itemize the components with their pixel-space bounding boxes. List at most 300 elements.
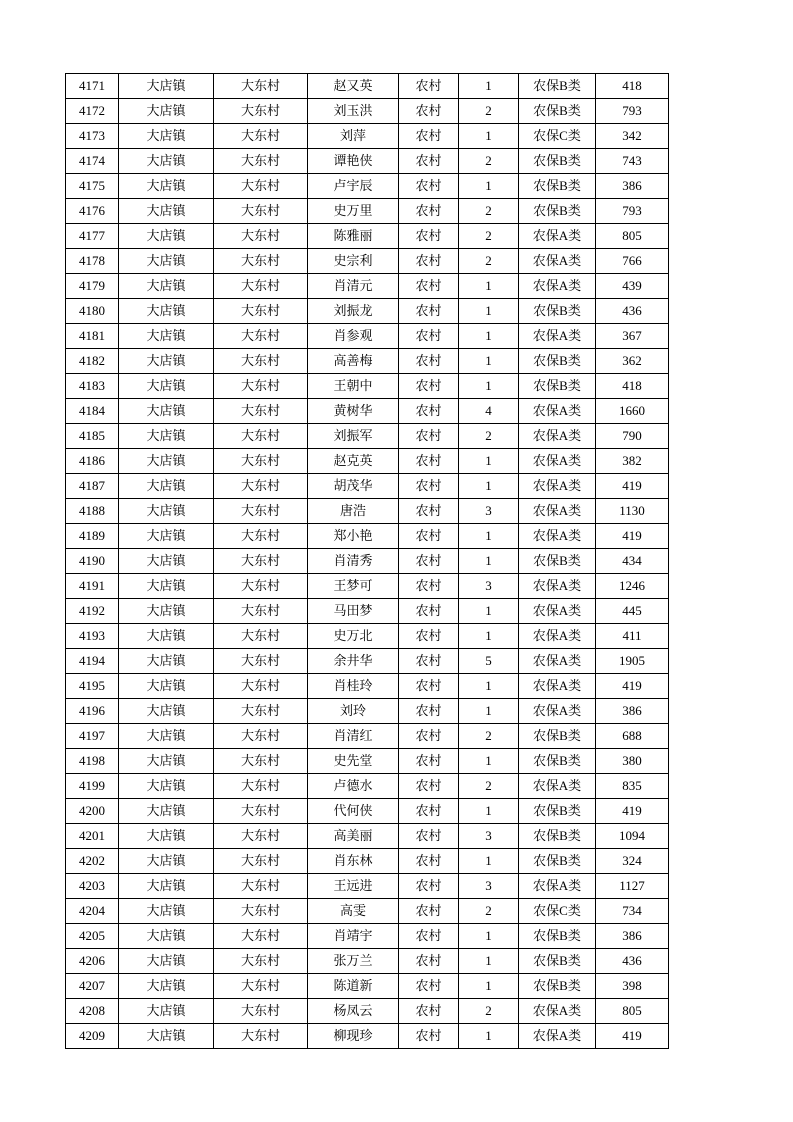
cell-town: 大店镇 xyxy=(119,974,214,999)
cell-serial: 4198 xyxy=(66,749,119,774)
cell-insurance_type: 农保A类 xyxy=(519,599,596,624)
cell-insurance_type: 农保A类 xyxy=(519,224,596,249)
cell-count: 2 xyxy=(459,424,519,449)
cell-town: 大店镇 xyxy=(119,424,214,449)
cell-count: 1 xyxy=(459,124,519,149)
table-row xyxy=(66,924,669,949)
cell-count: 1 xyxy=(459,474,519,499)
cell-insurance_type: 农保A类 xyxy=(519,1024,596,1049)
table-row xyxy=(66,874,669,899)
cell-town: 大店镇 xyxy=(119,674,214,699)
cell-name: 王梦可 xyxy=(308,574,399,599)
cell-count: 1 xyxy=(459,174,519,199)
cell-category: 农村 xyxy=(399,474,459,499)
cell-serial: 4202 xyxy=(66,849,119,874)
cell-insurance_type: 农保A类 xyxy=(519,524,596,549)
cell-amount: 805 xyxy=(596,224,669,249)
cell-village: 大东村 xyxy=(214,1024,308,1049)
cell-insurance_type: 农保A类 xyxy=(519,999,596,1024)
cell-insurance_type: 农保B类 xyxy=(519,374,596,399)
cell-serial: 4175 xyxy=(66,174,119,199)
cell-village: 大东村 xyxy=(214,549,308,574)
cell-name: 马田梦 xyxy=(308,599,399,624)
cell-category: 农村 xyxy=(399,249,459,274)
cell-village: 大东村 xyxy=(214,599,308,624)
cell-name: 郑小艳 xyxy=(308,524,399,549)
cell-name: 杨凤云 xyxy=(308,999,399,1024)
table-row xyxy=(66,199,669,224)
table-row xyxy=(66,374,669,399)
cell-amount: 418 xyxy=(596,74,669,99)
cell-count: 3 xyxy=(459,574,519,599)
cell-name: 陈道新 xyxy=(308,974,399,999)
cell-count: 1 xyxy=(459,374,519,399)
cell-category: 农村 xyxy=(399,774,459,799)
cell-category: 农村 xyxy=(399,424,459,449)
cell-count: 1 xyxy=(459,924,519,949)
table-row xyxy=(66,574,669,599)
cell-insurance_type: 农保B类 xyxy=(519,99,596,124)
cell-village: 大东村 xyxy=(214,299,308,324)
cell-name: 刘玲 xyxy=(308,699,399,724)
table-row xyxy=(66,699,669,724)
cell-category: 农村 xyxy=(399,924,459,949)
cell-amount: 380 xyxy=(596,749,669,774)
cell-amount: 1094 xyxy=(596,824,669,849)
cell-amount: 367 xyxy=(596,324,669,349)
cell-town: 大店镇 xyxy=(119,274,214,299)
cell-serial: 4185 xyxy=(66,424,119,449)
cell-serial: 4191 xyxy=(66,574,119,599)
cell-town: 大店镇 xyxy=(119,699,214,724)
cell-category: 农村 xyxy=(399,599,459,624)
cell-town: 大店镇 xyxy=(119,99,214,124)
cell-town: 大店镇 xyxy=(119,499,214,524)
cell-town: 大店镇 xyxy=(119,749,214,774)
cell-town: 大店镇 xyxy=(119,74,214,99)
cell-serial: 4203 xyxy=(66,874,119,899)
cell-name: 史先堂 xyxy=(308,749,399,774)
cell-category: 农村 xyxy=(399,399,459,424)
cell-village: 大东村 xyxy=(214,474,308,499)
cell-village: 大东村 xyxy=(214,574,308,599)
cell-town: 大店镇 xyxy=(119,649,214,674)
cell-count: 1 xyxy=(459,1024,519,1049)
cell-town: 大店镇 xyxy=(119,174,214,199)
cell-count: 4 xyxy=(459,399,519,424)
cell-town: 大店镇 xyxy=(119,199,214,224)
cell-name: 王远进 xyxy=(308,874,399,899)
cell-category: 农村 xyxy=(399,74,459,99)
cell-serial: 4193 xyxy=(66,624,119,649)
cell-count: 1 xyxy=(459,299,519,324)
cell-insurance_type: 农保B类 xyxy=(519,549,596,574)
cell-serial: 4195 xyxy=(66,674,119,699)
cell-category: 农村 xyxy=(399,824,459,849)
cell-town: 大店镇 xyxy=(119,224,214,249)
cell-town: 大店镇 xyxy=(119,624,214,649)
cell-count: 2 xyxy=(459,899,519,924)
cell-town: 大店镇 xyxy=(119,524,214,549)
cell-serial: 4200 xyxy=(66,799,119,824)
cell-category: 农村 xyxy=(399,999,459,1024)
cell-village: 大东村 xyxy=(214,74,308,99)
table-row xyxy=(66,999,669,1024)
table-row xyxy=(66,1024,669,1049)
table-row xyxy=(66,524,669,549)
cell-town: 大店镇 xyxy=(119,374,214,399)
cell-village: 大东村 xyxy=(214,674,308,699)
cell-amount: 386 xyxy=(596,174,669,199)
cell-category: 农村 xyxy=(399,749,459,774)
cell-amount: 342 xyxy=(596,124,669,149)
cell-count: 2 xyxy=(459,99,519,124)
table-row xyxy=(66,949,669,974)
cell-name: 黄树华 xyxy=(308,399,399,424)
table-row xyxy=(66,724,669,749)
cell-name: 代何侠 xyxy=(308,799,399,824)
cell-serial: 4188 xyxy=(66,499,119,524)
cell-town: 大店镇 xyxy=(119,774,214,799)
cell-count: 1 xyxy=(459,349,519,374)
cell-town: 大店镇 xyxy=(119,599,214,624)
cell-town: 大店镇 xyxy=(119,399,214,424)
cell-amount: 434 xyxy=(596,549,669,574)
cell-amount: 419 xyxy=(596,474,669,499)
cell-town: 大店镇 xyxy=(119,724,214,749)
cell-name: 刘玉洪 xyxy=(308,99,399,124)
cell-count: 2 xyxy=(459,249,519,274)
cell-town: 大店镇 xyxy=(119,324,214,349)
cell-village: 大东村 xyxy=(214,249,308,274)
cell-serial: 4173 xyxy=(66,124,119,149)
records-table xyxy=(65,73,669,1049)
cell-amount: 1130 xyxy=(596,499,669,524)
cell-village: 大东村 xyxy=(214,874,308,899)
cell-category: 农村 xyxy=(399,449,459,474)
table-row xyxy=(66,99,669,124)
cell-amount: 1246 xyxy=(596,574,669,599)
table-row xyxy=(66,674,669,699)
cell-category: 农村 xyxy=(399,674,459,699)
cell-village: 大东村 xyxy=(214,824,308,849)
cell-insurance_type: 农保A类 xyxy=(519,674,596,699)
cell-category: 农村 xyxy=(399,874,459,899)
cell-category: 农村 xyxy=(399,374,459,399)
cell-count: 1 xyxy=(459,74,519,99)
cell-insurance_type: 农保B类 xyxy=(519,749,596,774)
cell-category: 农村 xyxy=(399,699,459,724)
table-row xyxy=(66,424,669,449)
cell-village: 大东村 xyxy=(214,899,308,924)
cell-village: 大东村 xyxy=(214,774,308,799)
cell-village: 大东村 xyxy=(214,799,308,824)
cell-serial: 4172 xyxy=(66,99,119,124)
table-row xyxy=(66,249,669,274)
cell-amount: 805 xyxy=(596,999,669,1024)
cell-serial: 4206 xyxy=(66,949,119,974)
cell-category: 农村 xyxy=(399,724,459,749)
cell-category: 农村 xyxy=(399,174,459,199)
table-row xyxy=(66,974,669,999)
cell-insurance_type: 农保A类 xyxy=(519,474,596,499)
cell-village: 大东村 xyxy=(214,624,308,649)
table-row xyxy=(66,799,669,824)
cell-count: 1 xyxy=(459,524,519,549)
cell-insurance_type: 农保C类 xyxy=(519,124,596,149)
cell-village: 大东村 xyxy=(214,524,308,549)
cell-insurance_type: 农保A类 xyxy=(519,399,596,424)
table-row xyxy=(66,599,669,624)
cell-amount: 324 xyxy=(596,849,669,874)
cell-name: 高善梅 xyxy=(308,349,399,374)
cell-insurance_type: 农保B类 xyxy=(519,199,596,224)
cell-serial: 4189 xyxy=(66,524,119,549)
cell-serial: 4178 xyxy=(66,249,119,274)
cell-category: 农村 xyxy=(399,324,459,349)
table-row xyxy=(66,149,669,174)
cell-amount: 793 xyxy=(596,99,669,124)
cell-category: 农村 xyxy=(399,949,459,974)
cell-town: 大店镇 xyxy=(119,574,214,599)
cell-insurance_type: 农保B类 xyxy=(519,74,596,99)
cell-serial: 4207 xyxy=(66,974,119,999)
cell-town: 大店镇 xyxy=(119,249,214,274)
cell-name: 肖东林 xyxy=(308,849,399,874)
cell-name: 史万里 xyxy=(308,199,399,224)
cell-name: 肖清元 xyxy=(308,274,399,299)
cell-insurance_type: 农保B类 xyxy=(519,974,596,999)
cell-category: 农村 xyxy=(399,899,459,924)
cell-count: 2 xyxy=(459,224,519,249)
table-row xyxy=(66,299,669,324)
cell-count: 1 xyxy=(459,599,519,624)
cell-count: 1 xyxy=(459,699,519,724)
cell-count: 5 xyxy=(459,649,519,674)
cell-count: 1 xyxy=(459,974,519,999)
cell-village: 大东村 xyxy=(214,224,308,249)
table-row xyxy=(66,624,669,649)
cell-town: 大店镇 xyxy=(119,449,214,474)
cell-serial: 4183 xyxy=(66,374,119,399)
cell-serial: 4186 xyxy=(66,449,119,474)
cell-insurance_type: 农保B类 xyxy=(519,949,596,974)
cell-name: 赵克英 xyxy=(308,449,399,474)
cell-serial: 4179 xyxy=(66,274,119,299)
table-row xyxy=(66,449,669,474)
cell-category: 农村 xyxy=(399,99,459,124)
cell-insurance_type: 农保A类 xyxy=(519,574,596,599)
cell-amount: 419 xyxy=(596,674,669,699)
cell-serial: 4184 xyxy=(66,399,119,424)
cell-serial: 4205 xyxy=(66,924,119,949)
cell-village: 大东村 xyxy=(214,174,308,199)
cell-village: 大东村 xyxy=(214,199,308,224)
cell-village: 大东村 xyxy=(214,124,308,149)
cell-count: 2 xyxy=(459,724,519,749)
cell-insurance_type: 农保B类 xyxy=(519,299,596,324)
cell-village: 大东村 xyxy=(214,749,308,774)
cell-serial: 4196 xyxy=(66,699,119,724)
cell-insurance_type: 农保A类 xyxy=(519,774,596,799)
cell-count: 1 xyxy=(459,549,519,574)
cell-serial: 4201 xyxy=(66,824,119,849)
cell-insurance_type: 农保A类 xyxy=(519,424,596,449)
cell-amount: 418 xyxy=(596,374,669,399)
cell-amount: 411 xyxy=(596,624,669,649)
cell-village: 大东村 xyxy=(214,649,308,674)
cell-serial: 4209 xyxy=(66,1024,119,1049)
cell-category: 农村 xyxy=(399,349,459,374)
cell-insurance_type: 农保A类 xyxy=(519,324,596,349)
cell-serial: 4187 xyxy=(66,474,119,499)
cell-count: 1 xyxy=(459,449,519,474)
cell-village: 大东村 xyxy=(214,399,308,424)
cell-category: 农村 xyxy=(399,149,459,174)
cell-insurance_type: 农保B类 xyxy=(519,174,596,199)
cell-village: 大东村 xyxy=(214,149,308,174)
cell-amount: 436 xyxy=(596,949,669,974)
cell-serial: 4192 xyxy=(66,599,119,624)
cell-insurance_type: 农保B类 xyxy=(519,849,596,874)
cell-serial: 4199 xyxy=(66,774,119,799)
cell-town: 大店镇 xyxy=(119,474,214,499)
cell-serial: 4176 xyxy=(66,199,119,224)
cell-category: 农村 xyxy=(399,649,459,674)
table-row xyxy=(66,399,669,424)
cell-town: 大店镇 xyxy=(119,824,214,849)
cell-count: 1 xyxy=(459,749,519,774)
cell-insurance_type: 农保B类 xyxy=(519,924,596,949)
cell-serial: 4177 xyxy=(66,224,119,249)
cell-count: 3 xyxy=(459,874,519,899)
table-row xyxy=(66,349,669,374)
cell-village: 大东村 xyxy=(214,374,308,399)
cell-town: 大店镇 xyxy=(119,999,214,1024)
table-row xyxy=(66,324,669,349)
cell-count: 1 xyxy=(459,324,519,349)
cell-category: 农村 xyxy=(399,549,459,574)
cell-name: 肖清秀 xyxy=(308,549,399,574)
cell-town: 大店镇 xyxy=(119,874,214,899)
cell-village: 大东村 xyxy=(214,924,308,949)
cell-village: 大东村 xyxy=(214,274,308,299)
cell-town: 大店镇 xyxy=(119,1024,214,1049)
cell-amount: 419 xyxy=(596,1024,669,1049)
cell-insurance_type: 农保B类 xyxy=(519,824,596,849)
cell-village: 大东村 xyxy=(214,349,308,374)
cell-amount: 1660 xyxy=(596,399,669,424)
cell-name: 肖参观 xyxy=(308,324,399,349)
cell-category: 农村 xyxy=(399,199,459,224)
cell-category: 农村 xyxy=(399,224,459,249)
cell-name: 柳现珍 xyxy=(308,1024,399,1049)
table-row xyxy=(66,124,669,149)
cell-name: 赵又英 xyxy=(308,74,399,99)
cell-town: 大店镇 xyxy=(119,124,214,149)
cell-serial: 4194 xyxy=(66,649,119,674)
cell-town: 大店镇 xyxy=(119,924,214,949)
table-row xyxy=(66,74,669,99)
cell-village: 大东村 xyxy=(214,999,308,1024)
cell-name: 卢德水 xyxy=(308,774,399,799)
cell-insurance_type: 农保B类 xyxy=(519,724,596,749)
cell-town: 大店镇 xyxy=(119,349,214,374)
cell-serial: 4197 xyxy=(66,724,119,749)
cell-count: 1 xyxy=(459,624,519,649)
cell-village: 大东村 xyxy=(214,974,308,999)
table-row xyxy=(66,274,669,299)
cell-name: 余井华 xyxy=(308,649,399,674)
cell-category: 农村 xyxy=(399,574,459,599)
cell-village: 大东村 xyxy=(214,699,308,724)
cell-village: 大东村 xyxy=(214,99,308,124)
cell-name: 高美丽 xyxy=(308,824,399,849)
cell-count: 3 xyxy=(459,499,519,524)
cell-insurance_type: 农保A类 xyxy=(519,624,596,649)
cell-amount: 386 xyxy=(596,924,669,949)
cell-insurance_type: 农保C类 xyxy=(519,899,596,924)
cell-amount: 1127 xyxy=(596,874,669,899)
cell-count: 2 xyxy=(459,774,519,799)
table-row xyxy=(66,474,669,499)
cell-amount: 790 xyxy=(596,424,669,449)
cell-name: 肖桂玲 xyxy=(308,674,399,699)
cell-town: 大店镇 xyxy=(119,299,214,324)
cell-amount: 382 xyxy=(596,449,669,474)
cell-village: 大东村 xyxy=(214,324,308,349)
cell-amount: 766 xyxy=(596,249,669,274)
cell-amount: 793 xyxy=(596,199,669,224)
table-row xyxy=(66,749,669,774)
cell-category: 农村 xyxy=(399,299,459,324)
cell-serial: 4190 xyxy=(66,549,119,574)
cell-amount: 386 xyxy=(596,699,669,724)
cell-name: 王朝中 xyxy=(308,374,399,399)
cell-name: 卢宇辰 xyxy=(308,174,399,199)
cell-category: 农村 xyxy=(399,274,459,299)
cell-serial: 4208 xyxy=(66,999,119,1024)
cell-amount: 419 xyxy=(596,799,669,824)
cell-name: 刘萍 xyxy=(308,124,399,149)
cell-amount: 419 xyxy=(596,524,669,549)
cell-insurance_type: 农保B类 xyxy=(519,149,596,174)
cell-amount: 1905 xyxy=(596,649,669,674)
table-row xyxy=(66,499,669,524)
cell-amount: 688 xyxy=(596,724,669,749)
cell-village: 大东村 xyxy=(214,424,308,449)
cell-count: 1 xyxy=(459,274,519,299)
cell-name: 胡茂华 xyxy=(308,474,399,499)
cell-name: 谭艳侠 xyxy=(308,149,399,174)
table-row xyxy=(66,549,669,574)
cell-insurance_type: 农保A类 xyxy=(519,449,596,474)
cell-insurance_type: 农保B类 xyxy=(519,349,596,374)
cell-town: 大店镇 xyxy=(119,799,214,824)
cell-name: 唐浩 xyxy=(308,499,399,524)
cell-count: 2 xyxy=(459,199,519,224)
cell-insurance_type: 农保A类 xyxy=(519,499,596,524)
cell-serial: 4204 xyxy=(66,899,119,924)
table-row xyxy=(66,774,669,799)
cell-serial: 4182 xyxy=(66,349,119,374)
cell-village: 大东村 xyxy=(214,499,308,524)
cell-count: 2 xyxy=(459,999,519,1024)
cell-amount: 362 xyxy=(596,349,669,374)
cell-category: 农村 xyxy=(399,499,459,524)
cell-category: 农村 xyxy=(399,624,459,649)
cell-name: 高雯 xyxy=(308,899,399,924)
